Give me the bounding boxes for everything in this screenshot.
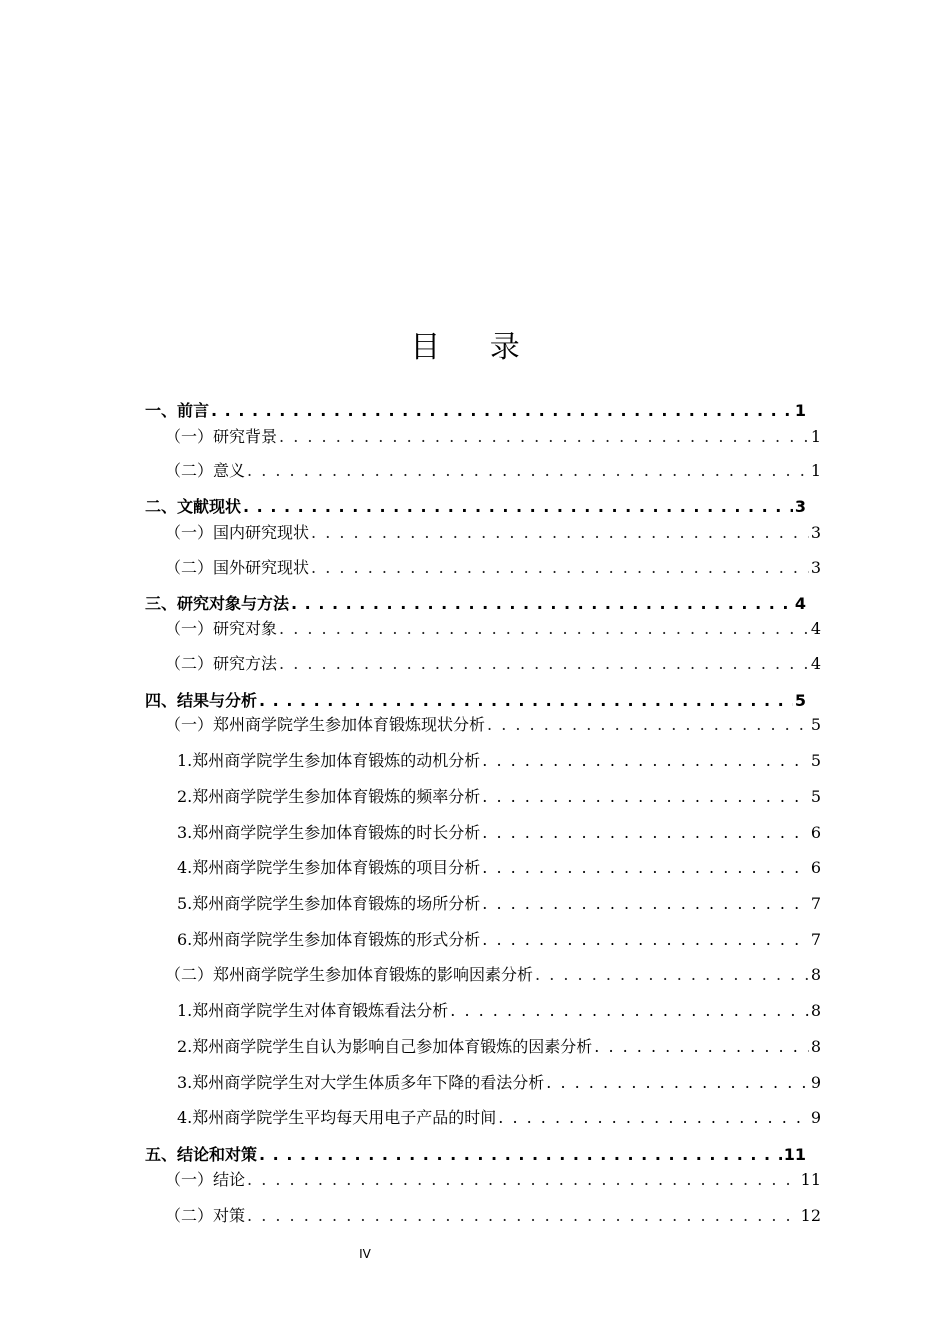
toc-entry-title: （二）郑州商学院学生参加体育锻炼的影响因素分析 [165,965,534,984]
toc-leader [482,858,809,877]
toc-leader [498,1108,809,1127]
toc-entry-page: 9 [810,1073,821,1092]
toc-entry[interactable] [177,998,821,1021]
toc-entry-page: 11 [783,1145,806,1164]
toc-entry-title: （二）研究方法 [165,654,278,673]
toc-entry-page: 8 [810,965,821,984]
toc-leader [482,930,809,949]
toc-entry[interactable] [177,1070,821,1093]
toc-entry-title: 3.郑州商学院学生参加体育锻炼的时长分析 [177,823,481,842]
toc-entry[interactable] [165,458,821,481]
toc-entry[interactable] [145,398,806,421]
toc-entry-title: 2.郑州商学院学生参加体育锻炼的频率分析 [177,787,481,806]
toc-entry-page: 4 [810,654,821,673]
toc-entry-title: 2.郑州商学院学生自认为影响自己参加体育锻炼的因素分析 [177,1037,593,1056]
toc-entry-page: 1 [810,461,821,480]
toc-entry[interactable] [177,855,821,878]
toc-entry-page: 3 [810,523,821,542]
toc-entry[interactable] [177,748,821,771]
toc-entry-title: （二）对策 [165,1206,246,1225]
toc-entry-title: （一）研究对象 [165,619,278,638]
toc-leader [482,751,809,770]
toc-leader [259,1145,782,1164]
toc-leader [279,619,809,638]
toc-entry-page: 4 [810,619,821,638]
toc-entry-page: 6 [810,858,821,877]
toc-entry[interactable] [145,1142,806,1165]
toc-entry-page: 7 [810,930,821,949]
toc-entry-title: 4.郑州商学院学生参加体育锻炼的项目分析 [177,858,481,877]
toc-entry-title: 3.郑州商学院学生对大学生体质多年下降的看法分析 [177,1073,545,1092]
toc-entry-title: 一、前言 [145,401,210,420]
toc-entry-page: 7 [810,894,821,913]
toc-entry-title: （二）意义 [165,461,246,480]
toc-entry-title: 1.郑州商学院学生对体育锻炼看法分析 [177,1001,449,1020]
toc-entry-title: 五、结论和对策 [145,1145,258,1164]
toc-leader [594,1037,809,1056]
toc-entry-page: 6 [810,823,821,842]
toc-leader [211,401,793,420]
toc-entry-page: 5 [810,715,821,734]
toc-entry-page: 1 [794,401,806,420]
toc-entry[interactable] [177,820,821,843]
toc-entry[interactable] [165,1167,821,1190]
toc-entry[interactable] [165,1203,821,1226]
toc-entry[interactable] [165,424,821,447]
toc-entry[interactable] [165,651,821,674]
toc-entry-page: 1 [810,427,821,446]
toc-entry-page: 4 [794,594,806,613]
toc-entry[interactable] [165,962,821,985]
toc-entry-title: 1.郑州商学院学生参加体育锻炼的动机分析 [177,751,481,770]
toc-entry-page: 3 [794,497,806,516]
toc-leader [279,654,809,673]
toc-leader [450,1001,809,1020]
toc-entry-page: 8 [810,1001,821,1020]
toc-entry[interactable] [177,927,821,950]
toc-entry-title: 四、结果与分析 [145,691,258,710]
toc-entry-title: （一）结论 [165,1170,246,1189]
toc-entry-title: 三、研究对象与方法 [145,594,290,613]
toc-entry[interactable] [145,494,806,517]
toc-leader [243,497,793,516]
toc-entry[interactable] [177,891,821,914]
toc-entry[interactable] [145,688,806,711]
toc-entry[interactable] [165,712,821,735]
toc-entry-title: 5.郑州商学院学生参加体育锻炼的场所分析 [177,894,481,913]
toc-leader [482,823,809,842]
toc-leader [247,1170,799,1189]
toc-entry[interactable] [177,1034,821,1057]
toc-entry-page: 8 [810,1037,821,1056]
toc-entry-page: 9 [810,1108,821,1127]
toc-entry[interactable] [165,555,821,578]
toc-entry-title: （一）研究背景 [165,427,278,446]
toc-entry[interactable] [177,784,821,807]
toc-entry[interactable] [165,520,821,543]
toc-leader [546,1073,809,1092]
toc-entry-title: （一）郑州商学院学生参加体育锻炼现状分析 [165,715,486,734]
toc-leader [247,461,809,480]
toc-entry[interactable] [177,1105,821,1128]
page-number: IV [359,1247,371,1261]
toc-entry-title: 6.郑州商学院学生参加体育锻炼的形式分析 [177,930,481,949]
toc-entry-page: 3 [810,558,821,577]
toc-entry[interactable] [165,616,821,639]
toc-entry-title: （一）国内研究现状 [165,523,310,542]
toc-leader [291,594,793,613]
toc-entry-title: 4.郑州商学院学生平均每天用电子产品的时间 [177,1108,497,1127]
toc-leader [247,1206,799,1225]
toc-entry-title: 二、文献现状 [145,497,242,516]
toc-entry-title: （二）国外研究现状 [165,558,310,577]
toc-entry-page: 5 [810,751,821,770]
toc-entry-page: 11 [800,1170,821,1189]
page-title: 目 录 [410,330,540,365]
toc-leader [487,715,809,734]
toc-entry-page: 5 [794,691,806,710]
toc-leader [311,523,809,542]
toc-leader [259,691,793,710]
toc-entry-page: 5 [810,787,821,806]
toc-leader [535,965,809,984]
toc-leader [482,787,809,806]
toc-leader [482,894,809,913]
toc-entry-page: 12 [800,1206,821,1225]
toc-entry[interactable] [145,591,806,614]
toc-leader [311,558,809,577]
toc-leader [279,427,809,446]
